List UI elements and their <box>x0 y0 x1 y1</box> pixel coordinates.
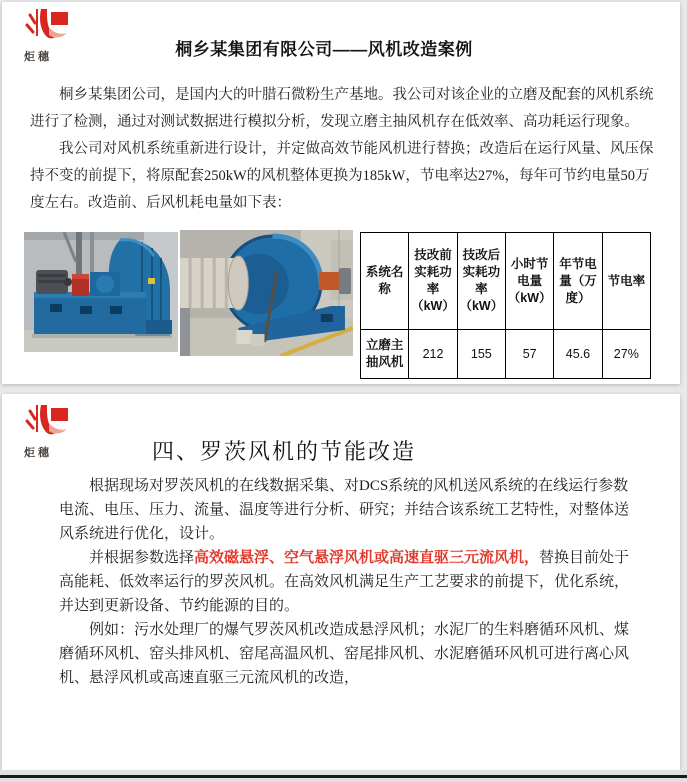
cell-system-name: 立磨主抽风机 <box>361 330 409 379</box>
col-header-yearly-saving: 年节电量（万度） <box>554 233 602 330</box>
cell-power-before: 212 <box>409 330 457 379</box>
col-header-system-name: 系统名称 <box>361 233 409 330</box>
page1-body-text <box>30 82 658 217</box>
document-page-1 <box>2 2 680 384</box>
col-header-power-after: 技改后实耗功率（kW） <box>457 233 505 330</box>
fan-photo-after-retrofit <box>180 230 353 356</box>
para2-suffix: 替换目前处于高能耗、低效率运行的罗茨风机。在高效风机满足生产工艺要求的前提下，优化系统，并达到更新设备、节约能源的目的。 <box>59 550 630 614</box>
torch-logo-icon <box>24 425 70 442</box>
col-header-hourly-saving: 小时节电量（kW） <box>505 233 553 330</box>
col-header-saving-rate: 节电率 <box>602 233 650 330</box>
para2-red-highlight: 高效磁悬浮、空气悬浮风机或高速直驱三元流风机， <box>194 550 540 566</box>
page2-paragraph-1: 根据现场对罗茨风机的在线数据采集、对DCS系统的风机送风系统的在线运行参数电流、电压、压力、流量、温度等进行分析、研究；并结合该系统工艺特性，对整体送风系统进行优化，设计。 <box>59 478 630 542</box>
logo-text: 炬穗 <box>24 447 52 459</box>
cell-yearly-saving: 45.6 <box>554 330 602 379</box>
cell-saving-rate: 27% <box>602 330 650 379</box>
page1-paragraph-1: 桐乡某集团公司，是国内大的叶腊石微粉生产基地。我公司对该企业的立磨及配套的风机系统进行了检测，通过对测试数据进行模拟分析，发现立磨主抽风机存在低效率、高功耗运行现象。 <box>30 87 654 130</box>
table-header-row <box>361 233 651 330</box>
page2-paragraph-3: 例如：污水处理厂的爆气罗茨风机改造成悬浮风机；水泥厂的生料磨循环风机、煤磨循环风机、窑头排风机、窑尾高温风机、窑尾排风机、水泥磨循环风机可进行离心风机、悬浮风机或高速直驱三元流风机的改造， <box>59 622 630 686</box>
page2-paragraph-2 <box>59 546 637 618</box>
company-logo <box>24 404 84 460</box>
cell-power-after: 155 <box>457 330 505 379</box>
col-header-power-before: 技改前实耗功率（kW） <box>409 233 457 330</box>
bottom-divider-line <box>0 775 687 778</box>
page2-body-text <box>59 474 637 690</box>
para2-prefix: 并根据参数选择 <box>89 550 195 566</box>
document-page-2 <box>2 394 680 770</box>
page2-section-title: 四、罗茨风机的节能改造 <box>152 439 417 464</box>
cell-hourly-saving: 57 <box>505 330 553 379</box>
fan-photo-before-retrofit <box>24 232 178 352</box>
table-row <box>361 330 651 379</box>
logo-text: 炬穗 <box>24 51 52 63</box>
blue-fan-with-pipe-photo-icon <box>180 230 353 356</box>
page1-paragraph-2: 我公司对风机系统重新进行设计，并定做高效节能风机进行替换；改造后在运行风量、风压保持不变的前提下，将原配套250kW的风机整体更换为185kW，节电率达27%，每年可节约电量50万度左右。改造前、后风机耗电量如下表： <box>30 141 654 211</box>
page1-title: 桐乡某集团有限公司——风机改造案例 <box>175 40 473 59</box>
energy-savings-table <box>360 232 651 379</box>
blue-centrifugal-fan-photo-icon <box>24 232 178 352</box>
